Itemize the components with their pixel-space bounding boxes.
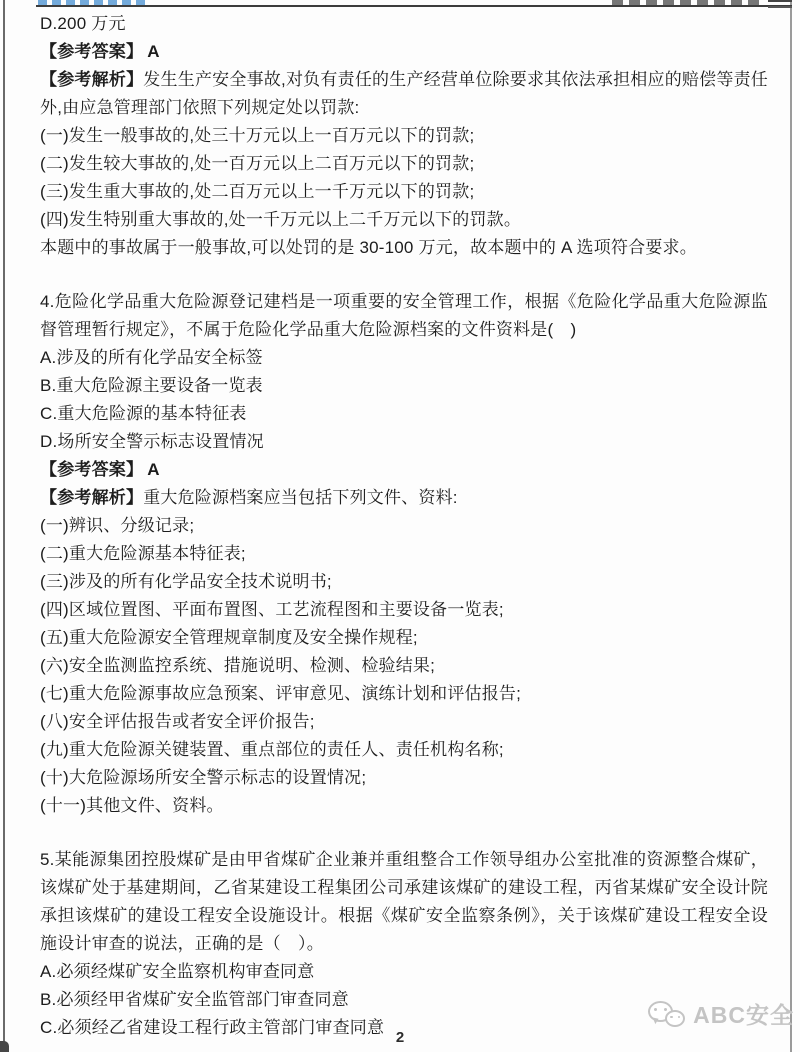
q4-analysis-item-2: (二)重大危险源基本特征表;	[40, 544, 246, 563]
q4-analysis-item-4: (四)区域位置图、平面布置图、工艺流程图和主要设备一览表;	[40, 600, 504, 619]
clipped-header-fragment-left	[38, 0, 150, 5]
q4-analysis-item-9: (九)重大危险源关键装置、重点部位的责任人、责任机构名称;	[40, 740, 504, 759]
clipped-header-fragment-right	[612, 0, 762, 5]
clipped-header-dash-2	[768, 6, 792, 8]
q4-reference-answer	[40, 456, 768, 484]
q3-analysis-item-4: (四)发生特别重大事故的,处一千万元以上二千万元以下的罚款。	[40, 210, 522, 229]
q5-option-c: C.必须经乙省建设工程行政主管部门审查同意	[40, 1018, 385, 1037]
q4-analysis-item-11: (十一)其他文件、资料。	[40, 796, 224, 815]
q4-analysis-item-8: (八)安全评估报告或者安全评价报告;	[40, 712, 315, 731]
q4-option-a: A.涉及的所有化学品安全标签	[40, 348, 263, 367]
answer-label: 【参考答案】	[40, 460, 144, 479]
q4-analysis-item-3: (三)涉及的所有化学品安全技术说明书;	[40, 572, 332, 591]
page-number: 2	[395, 1029, 405, 1046]
wechat-logo-icon	[646, 998, 688, 1030]
q4-analysis-item-7: (七)重大危险源事故应急预案、评审意见、演练计划和评估报告;	[40, 684, 522, 703]
q4-option-c: C.重大危险源的基本特征表	[40, 404, 247, 423]
clipped-header-dash	[768, 0, 792, 2]
q3-reference-answer	[40, 38, 768, 66]
answer-label: 【参考答案】	[40, 42, 144, 61]
q5-stem: 5.某能源集团控股煤矿是由甲省煤矿企业兼并重组整合工作领导组办公室批准的资源整合煤矿，该煤矿处于基建期间，乙省某建设工程集团公司承建该煤矿的建设工程，丙省某煤矿安全设计院承担该煤矿的建设工程安全设施设计。根据《煤矿安全监察条例》，关于该煤矿建设工程安全设施设计审查的说法，正确的是（ ）。	[40, 850, 768, 953]
q4-stem: 4.危险化学品重大危险源登记建档是一项重要的安全管理工作，根据《危险化学品重大危险源监督管理暂行规定》，不属于危险化学品重大危险源档案的文件资料是( )	[40, 292, 768, 339]
analysis-label: 【参考解析】	[40, 70, 144, 89]
q4-analysis-item-6: (六)安全监测监控系统、措施说明、检测、检验结果;	[40, 656, 436, 675]
answer-value: A	[147, 42, 160, 61]
q5-option-b: B.必须经甲省煤矿安全监管部门审查同意	[40, 990, 349, 1009]
q3-analysis-conclusion: 本题中的事故属于一般事故,可以处罚的是 30-100 万元，故本题中的 A 选项符合要求。	[40, 238, 697, 257]
watermark	[646, 997, 794, 1030]
section-gap	[40, 262, 768, 288]
watermark-brand: ABC安全	[693, 1002, 794, 1028]
page-right-edge-line	[790, 0, 792, 1052]
q5-option-a: A.必须经煤矿安全监察机构审查同意	[40, 962, 315, 981]
page-left-edge-line	[3, 0, 5, 1052]
q4-analysis-item-1: (一)辨识、分级记录;	[40, 516, 195, 535]
answer-value: A	[147, 460, 160, 479]
q4-analysis-item-5: (五)重大危险源安全管理规章制度及安全操作规程;	[40, 628, 418, 647]
q4-analysis-item-10: (十)大危险源场所安全警示标志的设置情况;	[40, 768, 367, 787]
q3-analysis-item-3: (三)发生重大事故的,处二百万元以上一千万元以下的罚款;	[40, 182, 475, 201]
section-gap	[40, 820, 768, 846]
analysis-label: 【参考解析】	[40, 488, 144, 507]
document-body	[40, 10, 768, 1042]
q4-option-d: D.场所安全警示标志设置情况	[40, 432, 264, 451]
q4-option-b: B.重大危险源主要设备一览表	[40, 376, 263, 395]
analysis-text: 发生生产安全事故,对负有责任的生产经营单位除要求其依法承担相应的赔偿等责任外,由应急管理部门依照下列规定处以罚款:	[40, 70, 768, 117]
q3-analysis-item-2: (二)发生较大事故的,处一百万元以上二百万元以下的罚款;	[40, 154, 475, 173]
q3-option-d: D.200 万元	[40, 14, 126, 33]
header-rule	[36, 5, 792, 7]
q3-reference-analysis	[40, 66, 768, 122]
q3-analysis-item-1: (一)发生一般事故的,处三十万元以上一百万元以下的罚款;	[40, 126, 475, 145]
q4-reference-analysis	[40, 484, 768, 512]
analysis-text: 重大危险源档案应当包括下列文件、资料:	[143, 488, 458, 507]
